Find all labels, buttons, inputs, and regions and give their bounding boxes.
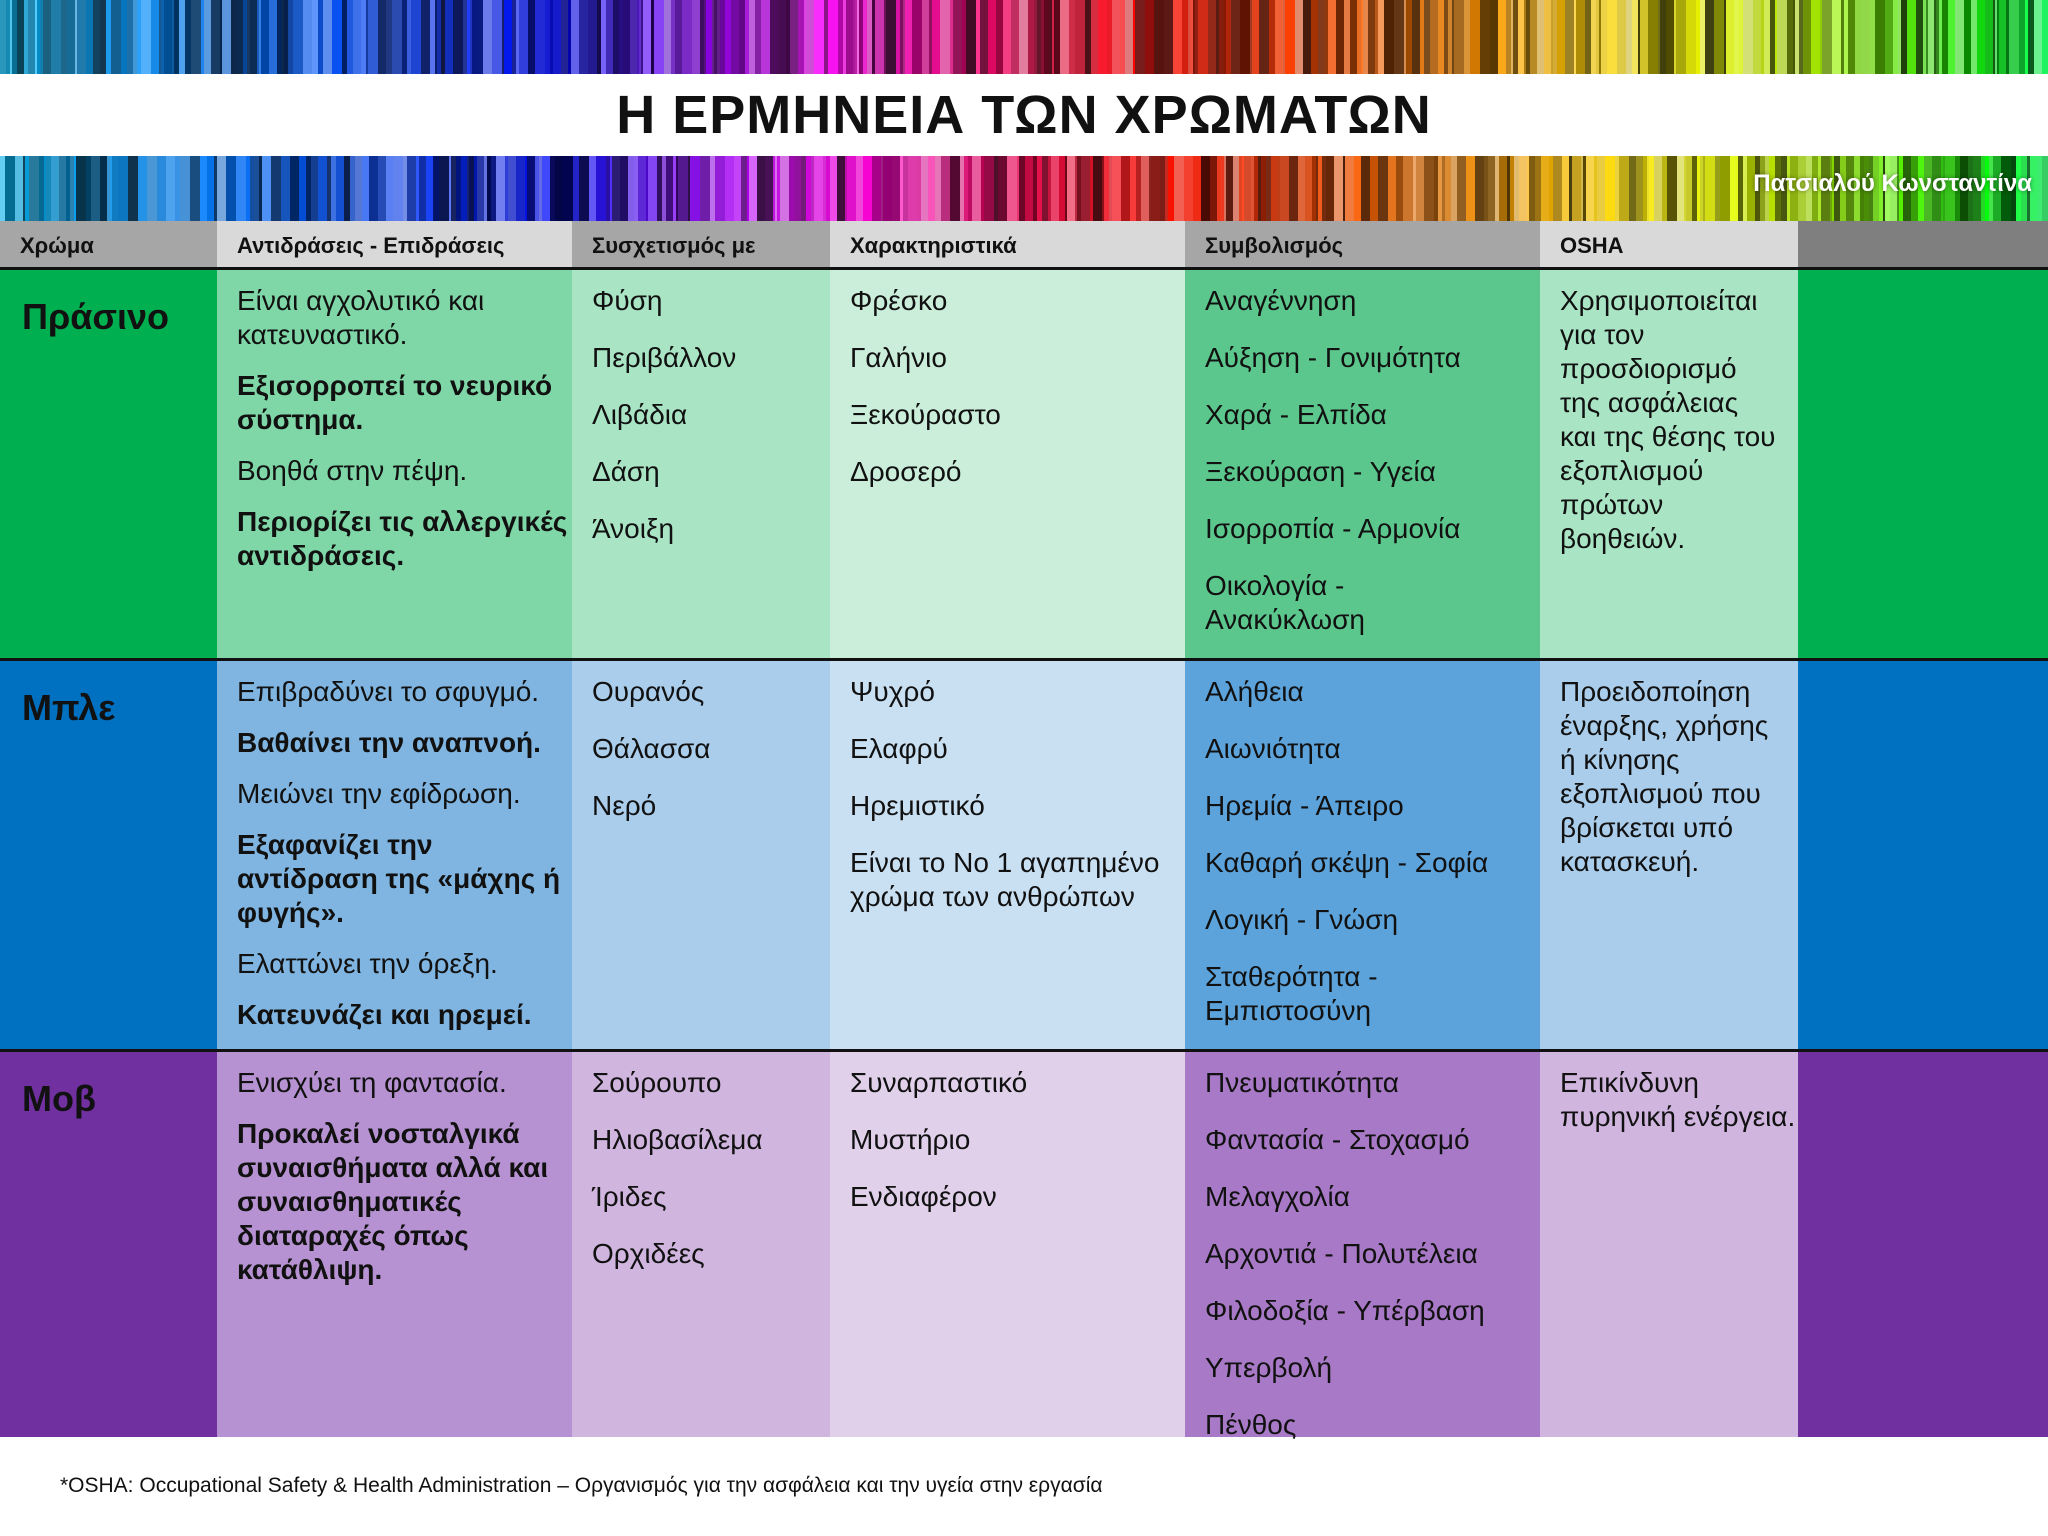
spectrum-banner-bottom (0, 156, 2048, 221)
color-meaning-table (0, 221, 2048, 1440)
color-name-cell: Μπλε (0, 661, 217, 1049)
reactions-cell (217, 661, 572, 1049)
reaction-text: Ενισχύει τη φαντασία. (237, 1067, 507, 1098)
symbolism-item: Σταθερότητα - Εμπιστοσύνη (1205, 961, 1378, 1026)
association-item: Ουρανός (592, 676, 705, 707)
symbolism-item: Φαντασία - Στοχασμό (1205, 1124, 1470, 1155)
header-color: Χρώμα (0, 221, 217, 267)
color-swatch-cell (1798, 661, 2048, 1049)
association-item: Φύση (592, 285, 663, 316)
characteristic-item: Ενδιαφέρον (850, 1181, 997, 1212)
association-item: Θάλασσα (592, 733, 711, 764)
association-item: Ίριδες (592, 1181, 667, 1212)
association-item: Σούρουπο (592, 1067, 722, 1098)
symbolism-item: Πνευματικότητα (1205, 1067, 1399, 1098)
symbolism-cell (1185, 661, 1540, 1049)
characteristic-item: Μυστήριο (850, 1124, 971, 1155)
reactions-cell (217, 270, 572, 658)
symbolism-item: Λογική - Γνώση (1205, 904, 1399, 935)
reaction-text: Μειώνει την εφίδρωση. (237, 778, 521, 809)
association-item: Νερό (592, 790, 657, 821)
color-swatch-cell (1798, 270, 2048, 658)
characteristic-item: Ελαφρύ (850, 733, 948, 764)
reaction-text: Εξαφανίζει την αντίδραση της «μάχης ή φυγής». (237, 829, 561, 928)
reactions-cell (217, 1052, 572, 1437)
color-swatch-cell (1798, 1052, 2048, 1437)
symbolism-item: Φιλοδοξία - Υπέρβαση (1205, 1295, 1485, 1326)
symbolism-item: Αναγέννηση (1205, 285, 1357, 316)
footnote: *OSHA: Occupational Safety & Health Administration – Οργανισμός για την ασφάλεια και την υγεία στην εργασία (60, 1474, 1103, 1497)
osha-cell (1540, 270, 1798, 658)
reaction-text: Κατευνάζει και ηρεμεί. (237, 999, 532, 1030)
header-associations: Συσχετισμός με (572, 221, 830, 267)
symbolism-item: Αιωνιότητα (1205, 733, 1341, 764)
symbolism-item: Πένθος (1205, 1409, 1297, 1440)
characteristics-cell (830, 1052, 1185, 1437)
osha-cell (1540, 1052, 1798, 1437)
symbolism-item: Καθαρή σκέψη - Σοφία (1205, 847, 1489, 878)
table-header-row (0, 221, 2048, 270)
association-item: Ηλιοβασίλεμα (592, 1124, 763, 1155)
reaction-text: Επιβραδύνει το σφυγμό. (237, 676, 540, 707)
header-symbolism: Συμβολισμός (1185, 221, 1540, 267)
symbolism-item: Ισορροπία - Αρμονία (1205, 513, 1461, 544)
osha-text: Προειδοποίηση έναρξης, χρήσης ή κίνησης εξοπλισμού που βρίσκεται υπό κατασκευή. (1560, 676, 1769, 877)
reaction-text: Εξισορροπεί το νευρικό σύστημα. (237, 370, 553, 435)
reaction-text: Βαθαίνει την αναπνοή. (237, 727, 541, 758)
characteristic-item: Ξεκούραστο (850, 399, 1001, 430)
osha-cell (1540, 661, 1798, 1049)
symbolism-item: Χαρά - Ελπίδα (1205, 399, 1387, 430)
characteristics-cell (830, 661, 1185, 1049)
author-name: Πατσιαλού Κωνσταντίνα (1753, 170, 2032, 197)
associations-cell (572, 1052, 830, 1437)
color-name-cell: Πράσινο (0, 270, 217, 658)
associations-cell (572, 270, 830, 658)
characteristics-cell (830, 270, 1185, 658)
characteristic-item: Ηρεμιστικό (850, 790, 985, 821)
characteristic-item: Είναι το Νο 1 αγαπημένο χρώμα των ανθρώπων (850, 847, 1160, 912)
color-name-cell: Μοβ (0, 1052, 217, 1437)
association-item: Ορχιδέες (592, 1238, 705, 1269)
symbolism-item: Αρχοντιά - Πολυτέλεια (1205, 1238, 1478, 1269)
symbolism-item: Μελαγχολία (1205, 1181, 1350, 1212)
symbolism-item: Ξεκούραση - Υγεία (1205, 456, 1436, 487)
table-row (0, 270, 2048, 661)
reaction-text: Περιορίζει τις αλλεργικές αντιδράσεις. (237, 506, 568, 571)
associations-cell (572, 661, 830, 1049)
association-item: Άνοιξη (592, 513, 675, 544)
symbolism-item: Οικολογία - Ανακύκλωση (1205, 570, 1365, 635)
symbolism-cell (1185, 270, 1540, 658)
symbolism-item: Ηρεμία - Άπειρο (1205, 790, 1404, 821)
symbolism-cell (1185, 1052, 1540, 1440)
header-characteristics: Χαρακτηριστικά (830, 221, 1185, 267)
characteristic-item: Ψυχρό (850, 676, 935, 707)
characteristic-item: Γαλήνιο (850, 342, 947, 373)
reaction-text: Βοηθά στην πέψη. (237, 455, 468, 486)
reaction-text: Είναι αγχολυτικό και κατευναστικό. (237, 285, 485, 350)
characteristic-item: Συναρπαστικό (850, 1067, 1028, 1098)
spectrum-banner-top (0, 0, 2048, 74)
symbolism-item: Αλήθεια (1205, 676, 1304, 707)
title-band (0, 74, 2048, 156)
reaction-text: Ελαττώνει την όρεξη. (237, 948, 498, 979)
association-item: Περιβάλλον (592, 342, 737, 373)
characteristic-item: Δροσερό (850, 456, 962, 487)
table-row (0, 661, 2048, 1052)
table-row (0, 1052, 2048, 1440)
association-item: Δάση (592, 456, 660, 487)
header-blank (1798, 221, 2048, 267)
characteristic-item: Φρέσκο (850, 285, 948, 316)
osha-text: Χρησιμοποιείται για τον προσδιορισμό της ασφάλειας και της θέσης του εξοπλισμού πρώτων βοηθειών. (1560, 285, 1776, 554)
osha-text: Επικίνδυνη πυρηνική ενέργεια. (1560, 1067, 1796, 1132)
page-title: Η ΕΡΜΗΝΕΙΑ ΤΩΝ ΧΡΩΜΑΤΩΝ (616, 85, 1432, 145)
header-osha: OSHA (1540, 221, 1798, 267)
header-reactions: Αντιδράσεις - Επιδράσεις (217, 221, 572, 267)
reaction-text: Προκαλεί νοσταλγικά συναισθήματα αλλά και συναισθηματικές διαταραχές όπως κατάθλιψη. (237, 1118, 549, 1285)
association-item: Λιβάδια (592, 399, 688, 430)
symbolism-item: Υπερβολή (1205, 1352, 1333, 1383)
symbolism-item: Αύξηση - Γονιμότητα (1205, 342, 1461, 373)
